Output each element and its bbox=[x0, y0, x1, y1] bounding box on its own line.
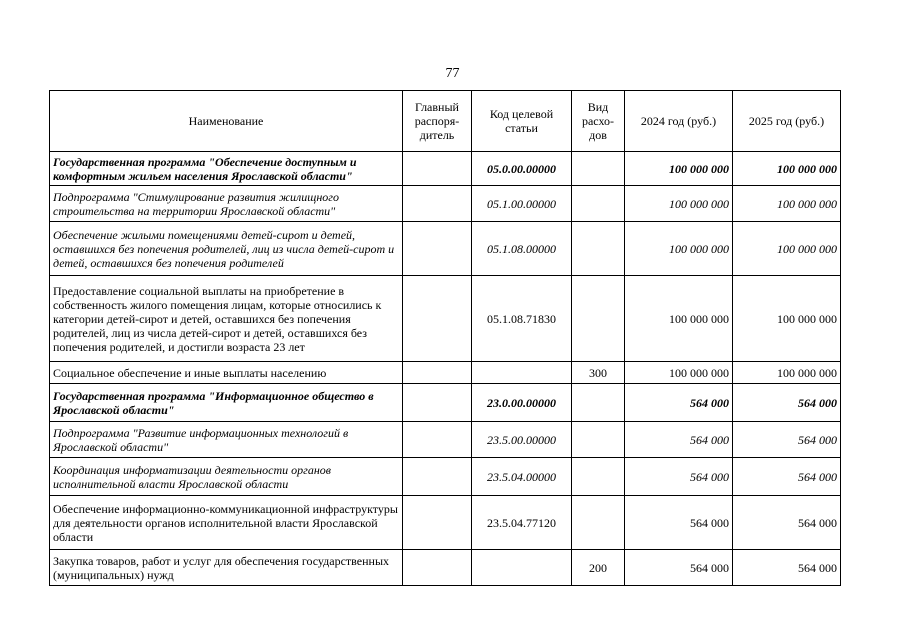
row-admin bbox=[403, 422, 472, 458]
row-2025: 100 000 000 bbox=[733, 186, 841, 222]
row-2025: 564 000 bbox=[733, 458, 841, 496]
row-2024: 564 000 bbox=[625, 550, 733, 586]
page-number: 77 bbox=[445, 66, 460, 81]
table-row bbox=[50, 458, 841, 496]
row-name: Обеспечение жилыми помещениями детей-сирот и детей, оставшихся без попечения родителей, лиц из числа детей-сирот и детей, оставшихся без попечения родителей bbox=[50, 222, 403, 276]
row-expense-type: 300 bbox=[572, 362, 625, 384]
row-2025: 100 000 000 bbox=[733, 152, 841, 186]
row-2024: 564 000 bbox=[625, 384, 733, 422]
row-name: Подпрограмма "Развитие информационных технологий в Ярославской области" bbox=[50, 422, 403, 458]
row-name: Координация информатизации деятельности органов исполнительной власти Ярославской области bbox=[50, 458, 403, 496]
row-2024: 100 000 000 bbox=[625, 362, 733, 384]
table-row bbox=[50, 384, 841, 422]
row-name: Предоставление социальной выплаты на приобретение в собственность жилого помещения лицам, которые относились к категории детей-сирот и детей, оставшихся без попечения родителей, лиц из числа детей-сирот и детей, оставшихся без попечения родителей, и достигли возраста 23 лет bbox=[50, 276, 403, 362]
row-admin bbox=[403, 384, 472, 422]
row-admin bbox=[403, 186, 472, 222]
row-expense-type bbox=[572, 186, 625, 222]
row-name: Социальное обеспечение и иные выплаты населению bbox=[50, 362, 403, 384]
row-expense-type bbox=[572, 496, 625, 550]
header-code: Код целевой статьи bbox=[472, 91, 572, 152]
row-2025: 564 000 bbox=[733, 422, 841, 458]
row-expense-type bbox=[572, 422, 625, 458]
row-admin bbox=[403, 496, 472, 550]
row-admin bbox=[403, 276, 472, 362]
row-code bbox=[472, 362, 572, 384]
row-2024: 564 000 bbox=[625, 422, 733, 458]
row-code: 05.1.08.71830 bbox=[472, 276, 572, 362]
row-code: 23.5.00.00000 bbox=[472, 422, 572, 458]
table-row bbox=[50, 362, 841, 384]
table-row bbox=[50, 186, 841, 222]
row-expense-type bbox=[572, 152, 625, 186]
row-code: 23.5.04.77120 bbox=[472, 496, 572, 550]
row-2024: 100 000 000 bbox=[625, 276, 733, 362]
budget-table bbox=[49, 90, 841, 586]
row-2025: 100 000 000 bbox=[733, 276, 841, 362]
row-2024: 100 000 000 bbox=[625, 222, 733, 276]
header-expense-type: Вид расхо-дов bbox=[572, 91, 625, 152]
table-row bbox=[50, 152, 841, 186]
table-row bbox=[50, 550, 841, 586]
row-name: Государственная программа "Информационное общество в Ярославской области" bbox=[50, 384, 403, 422]
row-admin bbox=[403, 152, 472, 186]
table-header-row bbox=[50, 91, 841, 152]
row-admin bbox=[403, 550, 472, 586]
header-2024: 2024 год (руб.) bbox=[625, 91, 733, 152]
row-2025: 564 000 bbox=[733, 496, 841, 550]
row-code bbox=[472, 550, 572, 586]
row-admin bbox=[403, 362, 472, 384]
row-2025: 564 000 bbox=[733, 384, 841, 422]
row-expense-type bbox=[572, 384, 625, 422]
row-expense-type: 200 bbox=[572, 550, 625, 586]
header-admin: Главный распоря-дитель bbox=[403, 91, 472, 152]
row-expense-type bbox=[572, 222, 625, 276]
table-row bbox=[50, 222, 841, 276]
row-name: Закупка товаров, работ и услуг для обеспечения государственных (муниципальных) нужд bbox=[50, 550, 403, 586]
row-code: 23.0.00.00000 bbox=[472, 384, 572, 422]
row-admin bbox=[403, 222, 472, 276]
row-expense-type bbox=[572, 458, 625, 496]
table-row bbox=[50, 496, 841, 550]
header-2025: 2025 год (руб.) bbox=[733, 91, 841, 152]
row-2024: 100 000 000 bbox=[625, 152, 733, 186]
row-2024: 100 000 000 bbox=[625, 186, 733, 222]
row-name: Подпрограмма "Стимулирование развития жилищного строительства на территории Ярославской области" bbox=[50, 186, 403, 222]
row-name: Государственная программа "Обеспечение доступным и комфортным жильем населения Ярославской области" bbox=[50, 152, 403, 186]
row-2024: 564 000 bbox=[625, 496, 733, 550]
row-expense-type bbox=[572, 276, 625, 362]
row-2025: 564 000 bbox=[733, 550, 841, 586]
row-code: 05.0.00.00000 bbox=[472, 152, 572, 186]
row-2025: 100 000 000 bbox=[733, 362, 841, 384]
table-row bbox=[50, 422, 841, 458]
row-name: Обеспечение информационно-коммуникационной инфраструктуры для деятельности органов исполнительной власти Ярославской области bbox=[50, 496, 403, 550]
row-code: 05.1.08.00000 bbox=[472, 222, 572, 276]
row-code: 05.1.00.00000 bbox=[472, 186, 572, 222]
row-2024: 564 000 bbox=[625, 458, 733, 496]
header-name: Наименование bbox=[50, 91, 403, 152]
row-admin bbox=[403, 458, 472, 496]
table-row bbox=[50, 276, 841, 362]
row-code: 23.5.04.00000 bbox=[472, 458, 572, 496]
row-2025: 100 000 000 bbox=[733, 222, 841, 276]
